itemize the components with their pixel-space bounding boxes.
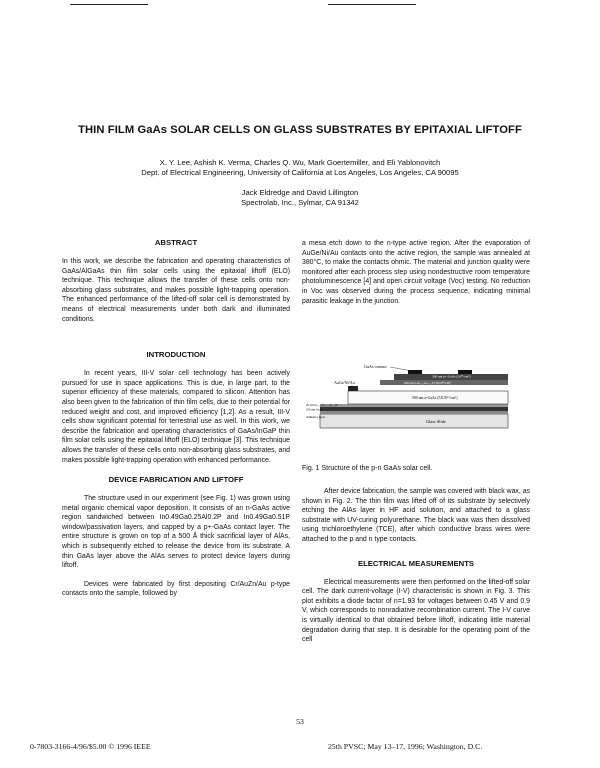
paper-title: THIN FILM GaAs SOLAR CELLS ON GLASS SUBSTRATES BY EPITAXIAL LIFTOFF <box>78 124 522 136</box>
label-glass-slide: Glass Slide <box>426 419 446 424</box>
abstract-heading: ABSTRACT <box>154 238 198 247</box>
authors-spectrolab: Jack Eldredge and David Lillington <box>241 188 359 197</box>
introduction-heading: INTRODUCTION <box>146 350 206 360</box>
gaas-100nm-layer <box>320 407 508 411</box>
electrical-heading: ELECTRICAL MEASUREMENTS <box>357 558 475 568</box>
label-gaas-contact: GaAs contact <box>364 364 387 369</box>
device-heading: DEVICE FABRICATION AND LIFTOFF <box>108 475 244 485</box>
authors: X. Y. Lee, Ashish K. Verma, Charles Q. Wu, Mark Goertemiller, and Eli Yablonovitch <box>159 158 441 167</box>
augeniau-contact <box>348 386 358 391</box>
ingaalp-layer <box>320 404 508 407</box>
electrical-text: Electrical measurements were then performed on the lifted-off solar cell. The dark current-voltage (I-V) characteristic is shown in Fig. 3. This plot exhibits a diode factor of n=1.93 for voltages between 0.45 V and 0.9 V, which corresponds to nonradiative recombination current. The I-V curve is virtually identical to that obtained before liftoff, indicating little material degradation during that step. It is desirable for the operating point of the cell <box>302 578 530 644</box>
glass-slide-layer <box>320 414 508 428</box>
top-rule-left <box>70 4 148 5</box>
label-adhesive: Adhesive layer <box>306 415 326 419</box>
right-mid-text: After device fabrication, the sample was covered with black wax, as shown in Fig. 2. The thin film was lifted off of its substrate by selectively etching the AlAs layer in HF acid solution, and attached to a glass substrate with UV-curing polyurethane. The black wax was then dissolved using trichloroethylene (TCE), after which conductive brass wires were attached to the p and n type contacts. <box>302 488 530 543</box>
device-paragraph-1: The structure used in our experiment (see Fig. 1) was grown using metal organic chemical vapor deposition. It consists of an n-GaAs active region sandwiched between In0.49Ga0.25Al0.2P and In0.49Ga0.51P window/passivation layers, and capped by a p+-GaAs contact layer. The entire structure is grown on top of a 500 Å thick sacrificial layer of AlAs, which is subsequently etched to release the device from its substrate. A thin GaAs layer above the AlAs serves to protect device layers during liftoff. <box>62 495 290 570</box>
right-top-text: a mesa etch down to the n-type active region. After the evaporation of AuGe/Ni/Au contacts onto the active region, the sample was annealed at 380°C, to make the contacts ohmic. The material and junction quality were monitored after each process step using nondestructive room temperature photoluminescence [4] and open circuit voltage (Voc) testing. No reduction in Voc was observed during the process sequence, indicating minimal parasitic leakage in the junction. <box>302 240 530 305</box>
page-number: 53 <box>296 717 304 726</box>
device-paragraph-2: Devices were fabricated by first depositing Cr/AuZn/Au p-type contacts onto the sample, followed by <box>62 580 290 598</box>
gaas-contact-2 <box>458 370 472 374</box>
label-layer2: 200 nm p-In₀.₄₉Ga₀.₅₁P (3X10¹⁸/cm³) <box>404 380 452 385</box>
footer-copyright: 0-7803-3166-4/96/$5.00 © 1996 IEEE <box>30 742 151 751</box>
label-layer5: 100 nm GaAs <box>306 407 323 412</box>
label-layer1: 300 nm p+-GaAs (10¹⁸/cm³) <box>432 374 471 379</box>
introduction-text: In recent years, III-V solar cell technology has been actively pursued for use in space applications. This is due, in large part, to the superior efficiency of these materials, compared to silicon. Attention has also been given to the fabrication of thin film cells, due to their potential for reduced weight and cost, and improved efficiency [1,2]. As a result, III-V cells show significant potential for terrestrial use as well. In this work, we describe the fabrication and operating characteristics of GaAs/InGaP thin film solar cells using the epitaxial liftoff (ELO) technique [3]. This technique allows the transfer of these cells onto non-absorbing glass substrates, and makes possible light-trapping operation with enhanced performance. <box>62 370 290 464</box>
figure-1-diagram <box>308 362 508 436</box>
label-augeniau: AuGe/Ni/Au <box>334 380 355 385</box>
label-layer3: 500 nm n-GaAs (5X10¹⁷/cm³) <box>412 396 458 400</box>
figure-1-caption: Fig. 1 Structure of the p-n GaAs solar cell. <box>302 465 433 472</box>
right-column-middle <box>302 487 530 645</box>
top-rule-right <box>328 4 416 5</box>
left-column <box>62 238 290 599</box>
label-layer4: 20 nm In₀.₄₉(Ga₀.₂₅Al₀.₂)P <box>306 403 338 407</box>
affiliation-ucla: Dept. of Electrical Engineering, University of California at Los Angeles, Los Angeles, CA 90095 <box>141 168 459 177</box>
leader-gaas-contact <box>390 367 412 371</box>
adhesive-layer <box>320 411 508 414</box>
right-column-top <box>302 239 530 306</box>
footer-conference: 25th PVSC; May 13–17, 1996; Washington, D.C. <box>328 742 483 751</box>
affiliation-spectrolab: Spectrolab, Inc., Sylmar, CA 91342 <box>241 198 359 207</box>
abstract-text: In this work, we describe the fabrication and operating characteristics of GaAs/AlGaAs thin film solar cells using the epitaxial liftoff (ELO) technique. This technique allows the transfer of these cells onto non-absorbing glass substrates, and makes possible light-trapping operation. The enhanced performance of the lifted-off solar cell is demonstrated by means of electrical measurements under both dark and illuminated conditions. <box>62 258 290 323</box>
